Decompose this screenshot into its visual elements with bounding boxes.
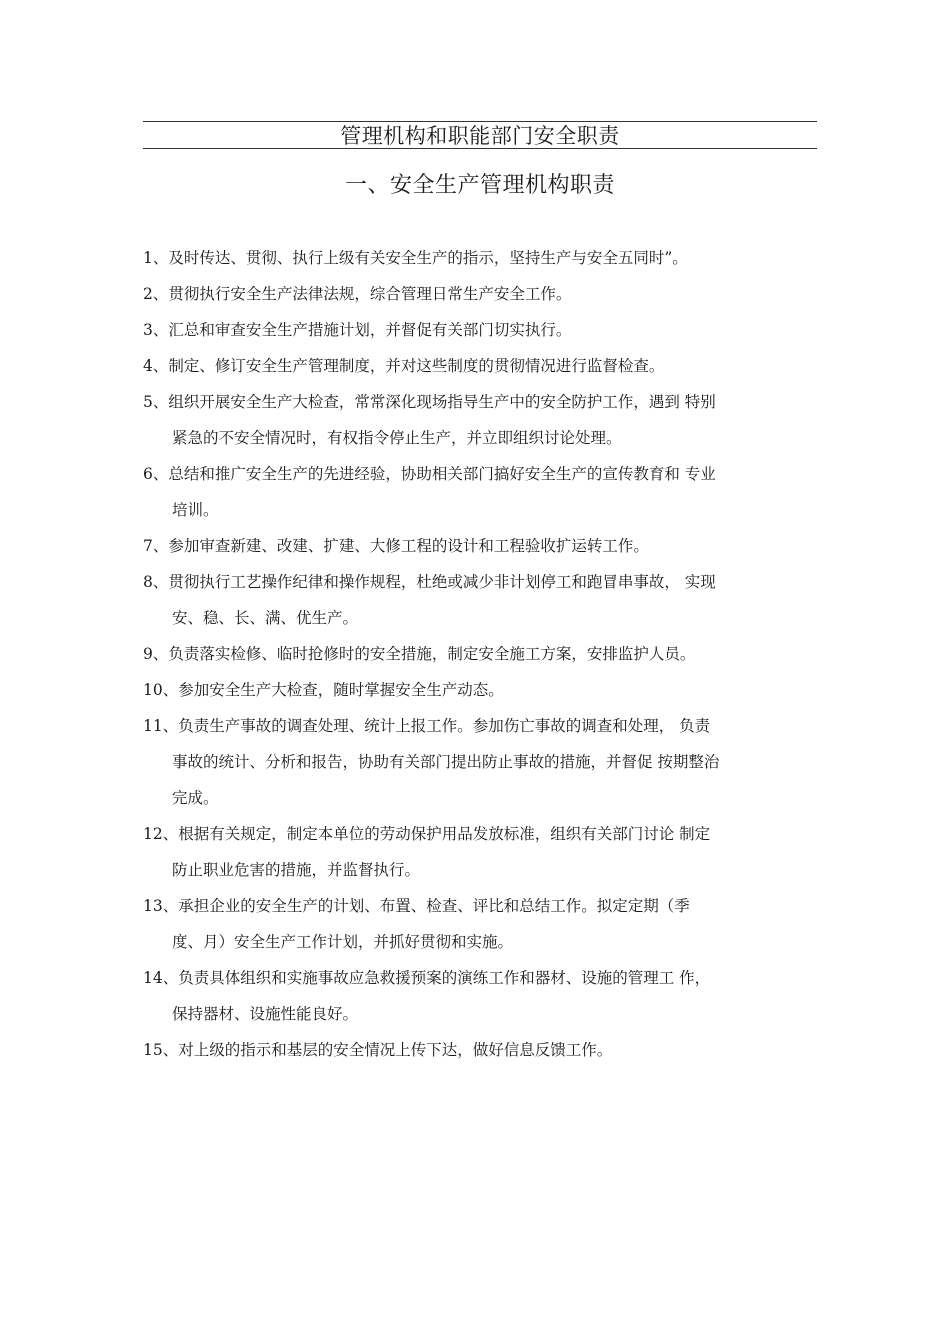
list-item-first-line (143, 960, 819, 996)
list-item-number: 14 (143, 969, 163, 987)
list-item-number: 5 (143, 393, 153, 411)
list-item (143, 276, 819, 312)
list-item (143, 672, 819, 708)
list-item-text: 、及时传达、贯彻、执行上级有关安全生产的指示，坚持生产与安全五同时”。 (152, 249, 688, 267)
list-item-continuation-line: 防止职业危害的措施，并监督执行。 (172, 861, 421, 879)
list-item (143, 240, 819, 276)
list-item-continuation-line: 安、稳、长、满、优生产。 (172, 609, 359, 627)
list-item-number: 15 (143, 1041, 163, 1059)
list-item-text: 、贯彻执行工艺操作纪律和操作规程，杜绝或减少非计划停工和跑冒串事故， 实现 (152, 573, 716, 591)
duty-list (143, 240, 819, 1068)
list-item (143, 1032, 819, 1068)
list-item-first-line (143, 888, 819, 924)
list-item-continuation-line: 度、月）安全生产工作计划，并抓好贯彻和实施。 (172, 933, 514, 951)
list-item-number: 10 (143, 681, 163, 699)
list-item (143, 348, 819, 384)
list-item-number: 4 (143, 357, 153, 375)
list-item-number: 11 (143, 717, 163, 735)
list-item-number: 3 (143, 321, 153, 339)
list-item-number: 6 (143, 465, 153, 483)
list-item (143, 312, 819, 348)
list-item-continuation-line: 保持器材、设施性能良好。 (172, 1005, 359, 1023)
list-item (143, 528, 819, 564)
list-item-number: 9 (143, 645, 153, 663)
list-item (143, 636, 819, 672)
list-item-number: 2 (143, 285, 153, 303)
list-item-first-line (143, 708, 819, 744)
list-item-first-line (143, 636, 819, 672)
list-item-continuation-line: 紧急的不安全情况时，有权指令停止生产，并立即组织讨论处理。 (172, 429, 622, 447)
list-item-first-line (143, 456, 819, 492)
list-item (143, 816, 819, 888)
list-item-first-line (143, 564, 819, 600)
list-item-first-line (143, 312, 819, 348)
list-item (143, 384, 819, 456)
list-item-first-line (143, 348, 819, 384)
list-item-text: 、承担企业的安全生产的计划、布置、检查、评比和总结工作。拟定定期（季 (162, 897, 690, 915)
title-top-rule (143, 121, 817, 122)
list-item-text: 、组织开展安全生产大检查，常常深化现场指导生产中的安全防护工作，遇到 特别 (152, 393, 716, 411)
list-item-text: 、贯彻执行安全生产法律法规，综合管理日常生产安全工作。 (152, 285, 572, 303)
list-item-continuation-line: 完成。 (172, 789, 219, 807)
list-item-first-line (143, 276, 819, 312)
list-item (143, 564, 819, 636)
list-item-number: 8 (143, 573, 153, 591)
list-item-text: 、参加安全生产大检查，随时掌握安全生产动态。 (162, 681, 504, 699)
list-item-first-line (143, 1032, 819, 1068)
list-item-number: 13 (143, 897, 163, 915)
list-item-number: 1 (143, 249, 153, 267)
list-item-continuation-line: 培训。 (172, 501, 219, 519)
list-item-continuation-line: 事故的统计、分析和报告，协助有关部门提出防止事故的措施，并督促 按期整治 (172, 753, 720, 771)
list-item-text: 、负责落实检修、临时抢修时的安全措施，制定安全施工方案，安排监护人员。 (152, 645, 696, 663)
list-item (143, 960, 819, 1032)
list-item-text: 、负责生产事故的调查处理、统计上报工作。参加伤亡事故的调查和处理， 负责 (162, 717, 711, 735)
list-item-text: 、总结和推广安全生产的先进经验，协助相关部门搞好安全生产的宣传教育和 专业 (152, 465, 716, 483)
list-item (143, 888, 819, 960)
list-item (143, 456, 819, 528)
list-item-number: 12 (143, 825, 163, 843)
list-item-text: 、汇总和审查安全生产措施计划，并督促有关部门切实执行。 (152, 321, 572, 339)
list-item-text: 、参加审查新建、改建、扩建、大修工程的设计和工程验收扩运转工作。 (152, 537, 649, 555)
list-item-first-line (143, 528, 819, 564)
list-item-text: 、制定、修订安全生产管理制度，并对这些制度的贯彻情况进行监督检查。 (152, 357, 665, 375)
title-bottom-rule (143, 148, 817, 149)
document-title: 管理机构和职能部门安全职责 (340, 124, 620, 148)
section-title: 一、安全生产管理机构职责 (344, 173, 615, 198)
list-item-first-line (143, 816, 819, 852)
list-item-first-line (143, 384, 819, 420)
list-item-text: 、对上级的指示和基层的安全情况上传下达，做好信息反馈工作。 (162, 1041, 613, 1059)
list-item (143, 708, 819, 816)
list-item-number: 7 (143, 537, 153, 555)
list-item-text: 、根据有关规定，制定本单位的劳动保护用品发放标准，组织有关部门讨论 制定 (162, 825, 711, 843)
list-item-text: 、负责具体组织和实施事故应急救援预案的演练工作和器材、设施的管理工 作， (162, 969, 711, 987)
list-item-first-line (143, 672, 819, 708)
list-item-first-line (143, 240, 819, 276)
